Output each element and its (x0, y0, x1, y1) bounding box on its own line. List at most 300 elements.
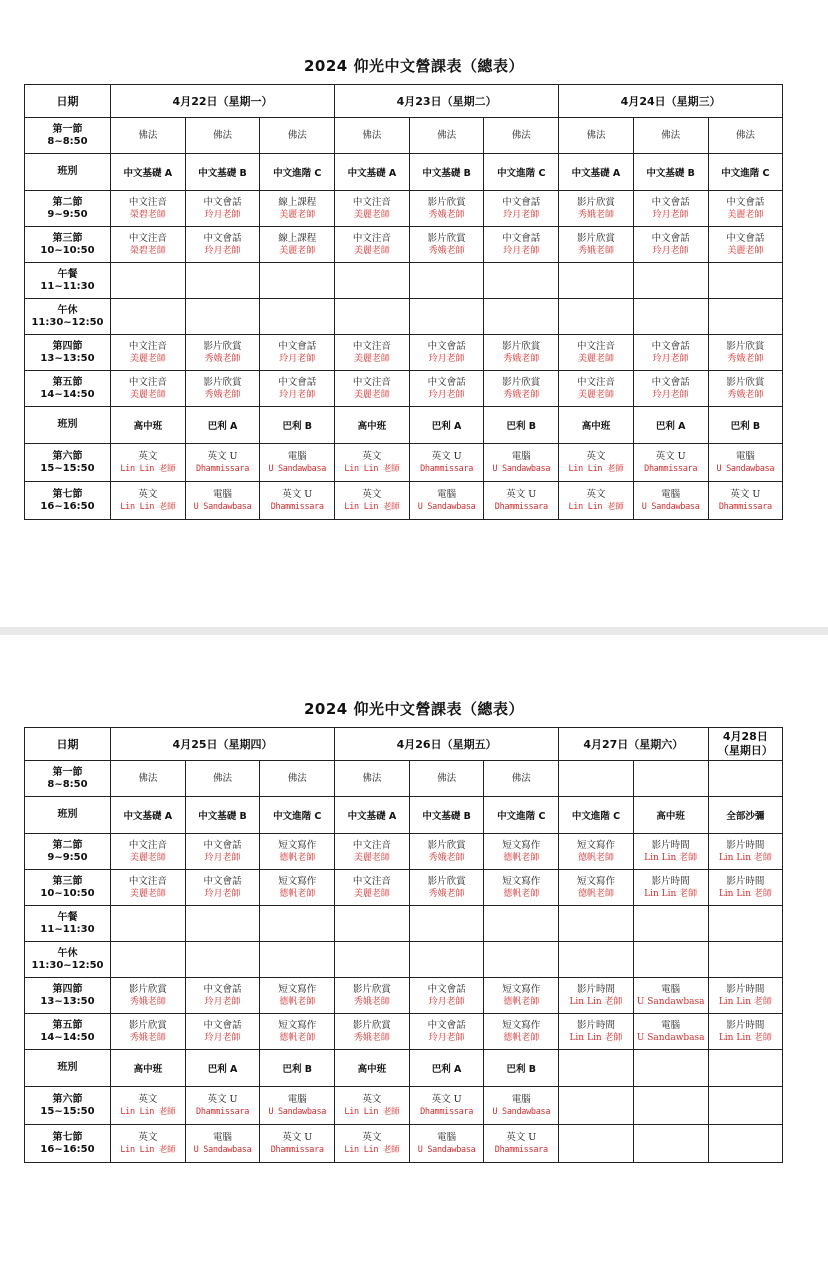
course-cell (260, 1125, 335, 1163)
row-label-time: 15~15:50 (40, 1105, 95, 1117)
course-cell (111, 978, 186, 1014)
course-cell (633, 1125, 708, 1163)
teacher-name: U Sandawbasa (636, 1032, 705, 1043)
period-row (25, 335, 783, 371)
empty-cell (335, 299, 410, 335)
class-group-cell: 巴利 A (185, 1050, 260, 1087)
row-label-time: 9~9:50 (47, 851, 88, 863)
teacher-name: 德帆老師 (279, 852, 316, 863)
class-group-cell (708, 1050, 783, 1087)
row-label-title: 第六節 (52, 450, 83, 462)
course-cell (708, 1014, 783, 1050)
teacher-name: 美麗老師 (353, 389, 390, 400)
teacher-name: 美麗老師 (353, 353, 390, 364)
schedule-table (24, 84, 783, 520)
teacher-name: 美麗老師 (353, 852, 390, 863)
row-label (25, 1050, 111, 1087)
course-name: 電腦 (661, 983, 681, 995)
day-header (708, 728, 783, 761)
row-label-title: 第四節 (52, 340, 83, 352)
course-name: 短文寫作 (278, 1019, 317, 1031)
course-name: 中文注音 (128, 376, 167, 388)
course-cell (708, 227, 783, 263)
course-name: 中文會話 (427, 376, 466, 388)
teacher-name: 玲月老師 (279, 353, 316, 364)
teacher-name: U Sandawbasa (193, 501, 252, 512)
row-label (25, 444, 111, 482)
period-row (25, 1087, 783, 1125)
course-cell (335, 870, 410, 906)
course-cell (633, 834, 708, 870)
row-label-title: 班別 (57, 809, 78, 820)
teacher-name: Lin Lin 老師 (644, 888, 698, 899)
course-name: 中文注音 (352, 232, 391, 244)
teacher-name: 秀娥老師 (204, 353, 241, 364)
course-name: 影片欣賞 (203, 340, 242, 352)
course-cell (185, 834, 260, 870)
teacher-name: 秀娥老師 (204, 389, 241, 400)
teacher-name: 美麗老師 (353, 888, 390, 899)
course-name: 中文注音 (576, 340, 615, 352)
header-row (25, 85, 783, 118)
teacher-name: 秀娥老師 (129, 996, 166, 1007)
teacher-name: 玲月老師 (204, 1032, 241, 1043)
course-name: 影片時間 (576, 1019, 615, 1031)
course-cell (111, 1087, 186, 1125)
course-name: 影片欣賞 (128, 1019, 167, 1031)
row-label-time: 8~8:50 (47, 778, 88, 790)
empty-cell (335, 942, 410, 978)
course-name: 佛法 (213, 772, 233, 784)
teacher-name: U Sandawbasa (193, 1144, 252, 1155)
row-label-time: 14~14:50 (40, 388, 95, 400)
course-name: 中文注音 (128, 340, 167, 352)
course-name: 佛法 (287, 772, 307, 784)
empty-cell (185, 299, 260, 335)
course-name: 英文 (586, 450, 606, 462)
header-row (25, 728, 783, 761)
course-cell (633, 1087, 708, 1125)
row-label-title: 班別 (57, 166, 78, 177)
course-cell (484, 191, 559, 227)
empty-cell (708, 299, 783, 335)
course-cell (335, 118, 410, 154)
course-name: 英文 (362, 488, 382, 500)
course-name: 中文會話 (651, 232, 690, 244)
course-name: 英文 U (730, 488, 761, 500)
empty-cell (111, 942, 186, 978)
period-row (25, 154, 783, 191)
course-cell (111, 371, 186, 407)
course-cell (111, 118, 186, 154)
course-name: 英文 (586, 488, 606, 500)
row-label-title: 午休 (57, 304, 78, 316)
empty-cell (260, 906, 335, 942)
course-name: 中文注音 (576, 376, 615, 388)
empty-cell (708, 942, 783, 978)
row-label-time: 10~10:50 (40, 244, 95, 256)
page-title: 2024 仰光中文營課表（總表） (304, 57, 524, 75)
class-group-cell: 巴利 A (185, 407, 260, 444)
course-name: 影片時間 (726, 839, 765, 851)
course-cell (111, 1125, 186, 1163)
course-cell (708, 1087, 783, 1125)
row-label (25, 227, 111, 263)
row-label-time: 14~14:50 (40, 1031, 95, 1043)
teacher-name: U Sandawbasa (268, 1106, 327, 1117)
schedule-table (24, 727, 783, 1163)
course-cell (185, 761, 260, 797)
row-label-time: 8~8:50 (47, 135, 88, 147)
course-cell (111, 1014, 186, 1050)
teacher-name: Dhammissara (494, 1144, 548, 1155)
class-group-cell: 巴利 B (484, 407, 559, 444)
course-cell (559, 227, 634, 263)
empty-cell (633, 942, 708, 978)
day-header: 4月26日（星期五） (335, 728, 559, 761)
course-cell (559, 1125, 634, 1163)
course-name: 影片欣賞 (576, 196, 615, 208)
teacher-name: Lin Lin 老師 (344, 1144, 400, 1155)
teacher-name: Lin Lin 老師 (568, 501, 624, 512)
teacher-name: 秀娥老師 (727, 389, 764, 400)
course-name: 中文注音 (352, 340, 391, 352)
course-name: 影片時間 (576, 983, 615, 995)
empty-cell (111, 299, 186, 335)
course-cell (633, 761, 708, 797)
course-name: 電腦 (437, 488, 457, 500)
teacher-name: 玲月老師 (279, 389, 316, 400)
teacher-name: Lin Lin 老師 (569, 1032, 623, 1043)
course-cell (559, 978, 634, 1014)
course-cell (335, 371, 410, 407)
course-name: 中文注音 (128, 232, 167, 244)
course-cell (185, 118, 260, 154)
row-label (25, 299, 111, 335)
course-name: 電腦 (735, 450, 755, 462)
course-name: 佛法 (362, 129, 382, 141)
course-cell (409, 1087, 484, 1125)
class-group-cell: 中文基礎 B (633, 154, 708, 191)
row-label-title: 第六節 (52, 1093, 83, 1105)
course-name: 英文 U (506, 488, 537, 500)
course-name: 英文 (138, 488, 158, 500)
teacher-name: 玲月老師 (503, 209, 540, 220)
course-cell (559, 870, 634, 906)
course-name: 短文寫作 (502, 1019, 541, 1031)
period-row (25, 227, 783, 263)
course-name: 短文寫作 (502, 839, 541, 851)
period-row (25, 482, 783, 520)
empty-cell (185, 263, 260, 299)
teacher-name: 玲月老師 (652, 209, 689, 220)
teacher-name: 玲月老師 (428, 353, 465, 364)
course-cell (633, 444, 708, 482)
teacher-name: 秀娥老師 (428, 245, 465, 256)
course-name: 中文會話 (726, 232, 765, 244)
class-group-cell: 巴利 B (484, 1050, 559, 1087)
class-group-cell: 中文進階 C (260, 154, 335, 191)
course-cell (260, 482, 335, 520)
empty-cell (335, 263, 410, 299)
course-cell (335, 1087, 410, 1125)
course-name: 中文會話 (726, 196, 765, 208)
row-label-time: 15~15:50 (40, 462, 95, 474)
empty-cell (335, 906, 410, 942)
teacher-name: 美麗老師 (353, 209, 390, 220)
course-cell (484, 1014, 559, 1050)
period-row (25, 1014, 783, 1050)
course-cell (559, 191, 634, 227)
empty-cell (111, 263, 186, 299)
teacher-name: Lin Lin 老師 (718, 888, 772, 899)
row-label-title: 第五節 (52, 1019, 83, 1031)
teacher-name: U Sandawbasa (492, 1106, 551, 1117)
empty-cell (409, 299, 484, 335)
period-row (25, 191, 783, 227)
course-name: 中文注音 (352, 196, 391, 208)
class-group-cell: 中文進階 C (708, 154, 783, 191)
teacher-name: 德帆老師 (503, 1032, 540, 1043)
period-row (25, 371, 783, 407)
course-cell (185, 1014, 260, 1050)
course-name: 佛法 (213, 129, 233, 141)
teacher-name: Dhammissara (420, 1106, 474, 1117)
teacher-name: 榮碧老師 (129, 209, 166, 220)
row-label (25, 942, 111, 978)
teacher-name: U Sandawbasa (641, 501, 700, 512)
row-label-title: 第七節 (52, 1131, 83, 1143)
course-name: 影片時間 (651, 839, 690, 851)
course-name: 佛法 (437, 129, 457, 141)
course-cell (335, 482, 410, 520)
class-group-cell: 中文進階 C (559, 797, 634, 834)
course-cell (185, 978, 260, 1014)
course-name: 電腦 (213, 1131, 233, 1143)
course-cell (409, 335, 484, 371)
empty-cell (409, 263, 484, 299)
teacher-name: 德帆老師 (503, 996, 540, 1007)
course-cell (559, 118, 634, 154)
empty-cell (409, 942, 484, 978)
teacher-name: U Sandawbasa (636, 996, 705, 1007)
course-cell (335, 444, 410, 482)
empty-cell (484, 906, 559, 942)
course-name: 中文注音 (352, 875, 391, 887)
teacher-name: 美麗老師 (279, 209, 316, 220)
row-label (25, 263, 111, 299)
day-header: 4月25日（星期四） (111, 728, 335, 761)
teacher-name: Lin Lin 老師 (344, 463, 400, 474)
course-name: 中文注音 (352, 376, 391, 388)
course-cell (260, 335, 335, 371)
course-cell (633, 482, 708, 520)
row-label (25, 154, 111, 191)
course-cell (484, 1087, 559, 1125)
course-cell (260, 978, 335, 1014)
teacher-name: 玲月老師 (652, 389, 689, 400)
row-label-title: 第二節 (52, 839, 83, 851)
course-name: 影片欣賞 (726, 376, 765, 388)
empty-cell (708, 263, 783, 299)
course-name: 英文 (138, 450, 158, 462)
class-group-cell: 巴利 B (260, 407, 335, 444)
row-label-time: 11~11:30 (40, 923, 95, 935)
course-name: 中文會話 (427, 1019, 466, 1031)
teacher-name: 秀娥老師 (353, 996, 390, 1007)
course-cell (260, 371, 335, 407)
row-label-title: 第五節 (52, 376, 83, 388)
teacher-name: Lin Lin 老師 (569, 996, 623, 1007)
course-name: 英文 U (431, 1093, 462, 1105)
row-label-title: 第七節 (52, 488, 83, 500)
teacher-name: 榮碧老師 (129, 245, 166, 256)
class-group-cell: 中文基礎 A (111, 154, 186, 191)
course-name: 影片欣賞 (427, 232, 466, 244)
teacher-name: 美麗老師 (129, 353, 166, 364)
row-label (25, 1014, 111, 1050)
course-name: 影片欣賞 (726, 340, 765, 352)
teacher-name: Lin Lin 老師 (718, 1032, 772, 1043)
course-cell (111, 444, 186, 482)
course-name: 英文 (362, 1131, 382, 1143)
teacher-name: 玲月老師 (428, 996, 465, 1007)
empty-cell (559, 299, 634, 335)
course-name: 電腦 (287, 1093, 307, 1105)
class-group-cell: 巴利 A (409, 407, 484, 444)
course-name: 佛法 (735, 129, 755, 141)
teacher-name: 玲月老師 (204, 852, 241, 863)
course-cell (559, 371, 634, 407)
empty-cell (559, 942, 634, 978)
teacher-name: 玲月老師 (204, 209, 241, 220)
day-header: 4月23日（星期二） (335, 85, 559, 118)
course-name: 影片欣賞 (352, 983, 391, 995)
teacher-name: 玲月老師 (503, 245, 540, 256)
class-group-cell (559, 1050, 634, 1087)
course-name: 影片時間 (726, 1019, 765, 1031)
course-cell (559, 834, 634, 870)
course-cell (335, 1014, 410, 1050)
course-name: 線上課程 (278, 196, 317, 208)
empty-cell (559, 906, 634, 942)
course-cell (484, 1125, 559, 1163)
empty-cell (633, 299, 708, 335)
teacher-name: 德帆老師 (503, 888, 540, 899)
teacher-name: Dhammissara (420, 463, 474, 474)
period-row (25, 834, 783, 870)
teacher-name: 玲月老師 (204, 888, 241, 899)
course-name: 佛法 (511, 772, 531, 784)
course-cell (559, 1087, 634, 1125)
course-name: 英文 (138, 1131, 158, 1143)
course-cell (484, 444, 559, 482)
course-name: 英文 (362, 450, 382, 462)
row-label-time: 16~16:50 (40, 500, 95, 512)
course-name: 電腦 (511, 450, 531, 462)
class-group-cell: 中文進階 C (484, 154, 559, 191)
row-label (25, 906, 111, 942)
row-label (25, 761, 111, 797)
row-label (25, 1125, 111, 1163)
course-cell (409, 1014, 484, 1050)
course-cell (484, 870, 559, 906)
course-name: 中文會話 (502, 196, 541, 208)
teacher-name: Dhammissara (644, 463, 698, 474)
course-cell (335, 1125, 410, 1163)
teacher-name: U Sandawbasa (492, 463, 551, 474)
empty-cell (484, 263, 559, 299)
day-header: 4月27日（星期六） (559, 728, 708, 761)
course-cell (559, 482, 634, 520)
course-cell (260, 870, 335, 906)
course-cell (409, 761, 484, 797)
row-label (25, 407, 111, 444)
class-group-cell: 高中班 (633, 797, 708, 834)
corner-cell: 日期 (25, 728, 111, 761)
course-cell (260, 227, 335, 263)
period-row (25, 870, 783, 906)
course-cell (708, 118, 783, 154)
row-label (25, 797, 111, 834)
course-name: 英文 (138, 1093, 158, 1105)
period-row (25, 761, 783, 797)
course-cell (484, 335, 559, 371)
row-label-time: 11:30~12:50 (31, 959, 104, 971)
teacher-name: 秀娥老師 (503, 389, 540, 400)
teacher-name: 秀娥老師 (353, 1032, 390, 1043)
row-label (25, 191, 111, 227)
teacher-name: 玲月老師 (428, 389, 465, 400)
course-name: 短文寫作 (576, 839, 615, 851)
corner-cell: 日期 (25, 85, 111, 118)
class-group-cell: 全部沙彌 (708, 797, 783, 834)
teacher-name: 德帆老師 (279, 996, 316, 1007)
teacher-name: 德帆老師 (279, 888, 316, 899)
course-name: 佛法 (661, 129, 681, 141)
teacher-name: 美麗老師 (129, 389, 166, 400)
course-cell (633, 1014, 708, 1050)
course-name: 佛法 (138, 772, 158, 784)
teacher-name: Dhammissara (196, 1106, 250, 1117)
class-group-cell: 高中班 (111, 1050, 186, 1087)
period-row (25, 942, 783, 978)
teacher-name: Lin Lin 老師 (568, 463, 624, 474)
course-cell (708, 834, 783, 870)
period-row (25, 407, 783, 444)
course-name: 中文會話 (203, 232, 242, 244)
row-label-title: 班別 (57, 419, 78, 430)
class-group-cell: 中文基礎 A (335, 154, 410, 191)
course-name: 短文寫作 (278, 839, 317, 851)
course-cell (708, 1125, 783, 1163)
course-cell (484, 482, 559, 520)
course-name: 短文寫作 (278, 983, 317, 995)
class-group-cell: 巴利 B (260, 1050, 335, 1087)
empty-cell (260, 299, 335, 335)
course-cell (335, 227, 410, 263)
class-group-cell: 中文基礎 A (559, 154, 634, 191)
course-name: 短文寫作 (502, 983, 541, 995)
day-header-weekday: （星期日） (717, 744, 773, 757)
row-label-time: 11~11:30 (40, 280, 95, 292)
teacher-name: 秀娥老師 (428, 209, 465, 220)
course-name: 影片欣賞 (427, 875, 466, 887)
schedule-page-1 (0, 0, 828, 627)
empty-cell (484, 299, 559, 335)
row-label (25, 335, 111, 371)
teacher-name: Lin Lin 老師 (718, 996, 772, 1007)
